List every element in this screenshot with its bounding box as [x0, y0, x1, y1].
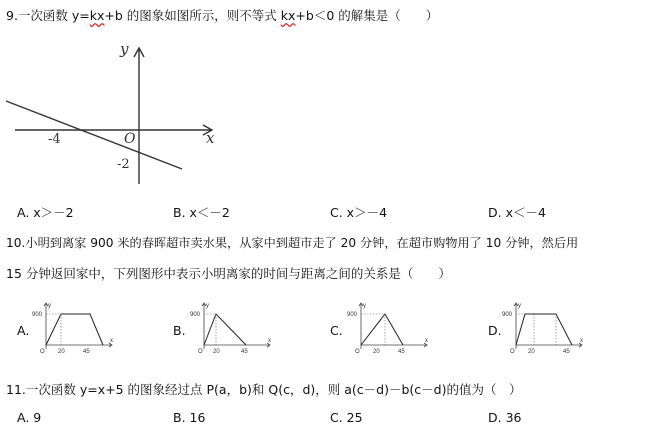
q10-option-d-letter[interactable]: D.: [488, 323, 502, 338]
question-10-stem-line2: 15 分钟返回家中，下列图形中表示小明离家的时间与距离之间的关系是（ ）: [6, 266, 451, 281]
svg-text:900: 900: [32, 312, 43, 318]
svg-text:y: y: [518, 303, 521, 309]
question-11-stem: 11.一次函数 y=x+5 的图象经过点 P(a，b)和 Q(c，d)，则 a(c－d)－b(c－d)的值为（ ）: [6, 382, 522, 397]
q10-graph-a-path: [46, 314, 103, 345]
svg-text:O: O: [198, 349, 203, 355]
svg-text:45: 45: [83, 349, 90, 355]
q9-option-d[interactable]: D. x＜－4: [488, 205, 546, 220]
q11-option-d[interactable]: D. 36: [488, 410, 522, 425]
q10-graph-d[interactable]: [500, 299, 585, 359]
svg-text:20: 20: [373, 349, 380, 355]
svg-text:O: O: [355, 349, 360, 355]
q10-option-c-letter[interactable]: C.: [330, 323, 343, 338]
svg-text:x: x: [425, 338, 428, 344]
q10-graph-c[interactable]: [345, 299, 430, 359]
q9-x-label: x: [206, 129, 215, 147]
svg-text:20: 20: [528, 349, 535, 355]
svg-text:45: 45: [241, 349, 248, 355]
q9-linear-graph: [0, 36, 240, 196]
q9-y-label: y: [120, 40, 129, 58]
svg-text:y: y: [48, 303, 51, 309]
q11-option-a[interactable]: A. 9: [17, 410, 42, 425]
q9-option-a[interactable]: A. x＞－2: [17, 205, 74, 220]
q10-option-b-letter[interactable]: B.: [173, 323, 186, 338]
svg-text:y: y: [363, 303, 366, 309]
q10-graph-a[interactable]: [30, 299, 115, 359]
svg-text:900: 900: [190, 312, 201, 318]
svg-text:O: O: [510, 349, 515, 355]
question-10-stem-line1: 10.小明到离家 900 米的春晖超市卖水果，从家中到超市走了 20 分钟，在超市购物用了 10 分钟，然后用: [6, 236, 579, 250]
q11-option-c[interactable]: C. 25: [330, 410, 363, 425]
q10-graph-b[interactable]: [188, 299, 273, 359]
svg-text:900: 900: [502, 312, 513, 318]
q9-x-intercept-label: -4: [48, 132, 61, 147]
svg-text:O: O: [40, 349, 45, 355]
svg-text:20: 20: [213, 349, 220, 355]
svg-text:20: 20: [58, 349, 65, 355]
svg-text:45: 45: [398, 349, 405, 355]
svg-text:x: x: [110, 338, 113, 344]
svg-text:x: x: [580, 338, 583, 344]
q10-graph-c-path: [361, 314, 403, 345]
question-9-stem: 9.一次函数 y=kx+b 的图象如图所示，则不等式 kx+b＜0 的解集是（ ）: [6, 8, 439, 23]
q9-origin-label: O: [124, 131, 136, 147]
q9-option-c[interactable]: C. x＞－4: [330, 205, 388, 220]
q9-option-b[interactable]: B. x＜－2: [173, 205, 230, 220]
q10-option-a-letter[interactable]: A.: [17, 323, 30, 338]
svg-text:x: x: [268, 338, 271, 344]
q10-graph-b-path: [204, 314, 246, 345]
svg-text:900: 900: [347, 312, 358, 318]
q11-option-b[interactable]: B. 16: [173, 410, 206, 425]
q9-function-line: [6, 101, 182, 169]
svg-text:45: 45: [563, 349, 570, 355]
svg-text:y: y: [206, 303, 209, 309]
q9-y-intercept-label: -2: [117, 157, 130, 172]
q10-graph-d-path: [516, 314, 572, 345]
